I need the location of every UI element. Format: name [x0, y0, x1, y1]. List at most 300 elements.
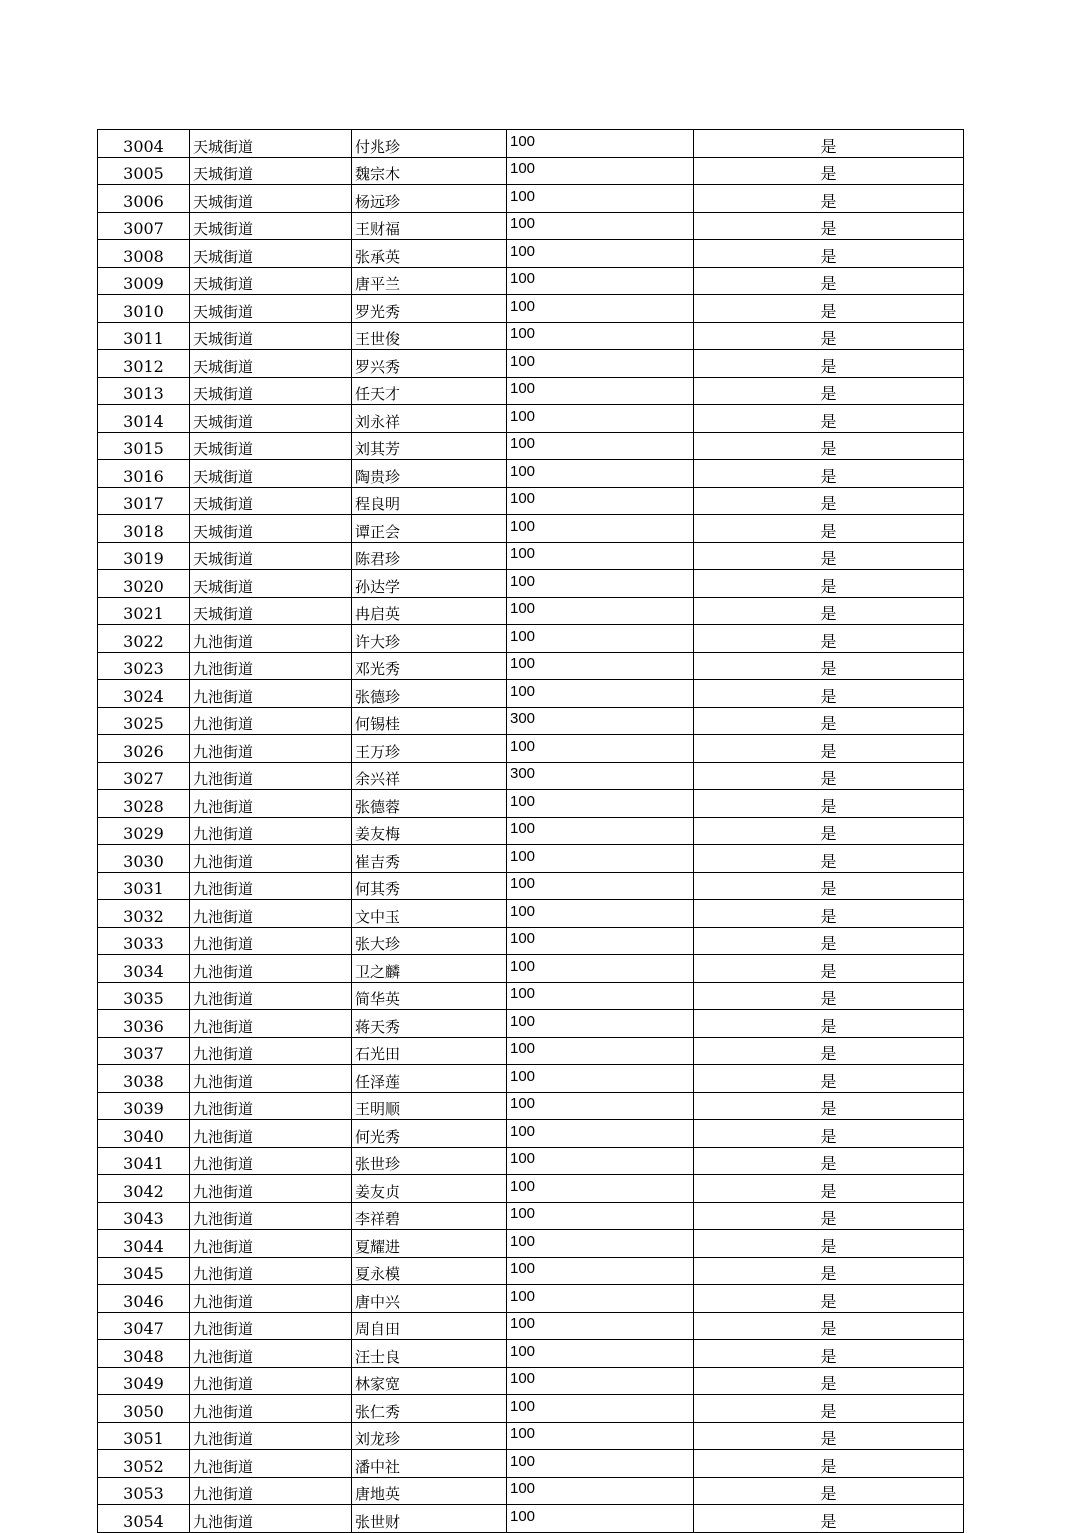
status-cell: 是: [694, 762, 964, 790]
table-row: [98, 1312, 964, 1340]
row-number-cell: 3038: [98, 1065, 190, 1093]
table-row: [98, 845, 964, 873]
table-row: [98, 570, 964, 598]
status-cell: 是: [694, 1065, 964, 1093]
status-cell: 是: [694, 377, 964, 405]
table-row: [98, 1010, 964, 1038]
amount-cell: 100: [507, 377, 694, 405]
name-cell: 谭正会: [352, 515, 507, 543]
row-number-cell: 3019: [98, 542, 190, 570]
amount-cell: 100: [507, 1477, 694, 1505]
street-cell: 九池街道: [190, 1092, 352, 1120]
amount-cell: 100: [507, 322, 694, 350]
row-number-cell: 3004: [98, 130, 190, 158]
street-cell: 九池街道: [190, 1367, 352, 1395]
street-cell: 天城街道: [190, 515, 352, 543]
amount-cell: 100: [507, 1175, 694, 1203]
amount-cell: 100: [507, 872, 694, 900]
amount-cell: 100: [507, 900, 694, 928]
status-cell: 是: [694, 1340, 964, 1368]
amount-cell: 100: [507, 1505, 694, 1533]
name-cell: 任天才: [352, 377, 507, 405]
row-number-cell: 3022: [98, 625, 190, 653]
amount-cell: 100: [507, 1257, 694, 1285]
street-cell: 九池街道: [190, 1450, 352, 1478]
amount-cell: 100: [507, 295, 694, 323]
status-cell: 是: [694, 267, 964, 295]
amount-cell: 100: [507, 542, 694, 570]
status-cell: 是: [694, 982, 964, 1010]
street-cell: 天城街道: [190, 487, 352, 515]
street-cell: 天城街道: [190, 432, 352, 460]
name-cell: 张仁秀: [352, 1395, 507, 1423]
row-number-cell: 3041: [98, 1147, 190, 1175]
row-number-cell: 3029: [98, 817, 190, 845]
name-cell: 何锡桂: [352, 707, 507, 735]
amount-cell: 100: [507, 790, 694, 818]
table-row: [98, 267, 964, 295]
amount-cell: 100: [507, 157, 694, 185]
street-cell: 九池街道: [190, 707, 352, 735]
amount-cell: 100: [507, 185, 694, 213]
row-number-cell: 3016: [98, 460, 190, 488]
table-row: [98, 1340, 964, 1368]
street-cell: 天城街道: [190, 240, 352, 268]
name-cell: 卫之麟: [352, 955, 507, 983]
status-cell: 是: [694, 570, 964, 598]
name-cell: 唐平兰: [352, 267, 507, 295]
row-number-cell: 3047: [98, 1312, 190, 1340]
table-row: [98, 1037, 964, 1065]
name-cell: 冉启英: [352, 597, 507, 625]
table-row: [98, 927, 964, 955]
amount-cell: 100: [507, 1422, 694, 1450]
name-cell: 许大珍: [352, 625, 507, 653]
row-number-cell: 3023: [98, 652, 190, 680]
table-row: [98, 597, 964, 625]
row-number-cell: 3011: [98, 322, 190, 350]
street-cell: 天城街道: [190, 295, 352, 323]
row-number-cell: 3053: [98, 1477, 190, 1505]
status-cell: 是: [694, 927, 964, 955]
table-row: [98, 1147, 964, 1175]
table-row: [98, 157, 964, 185]
status-cell: 是: [694, 900, 964, 928]
table-row: [98, 1230, 964, 1258]
row-number-cell: 3037: [98, 1037, 190, 1065]
street-cell: 九池街道: [190, 1312, 352, 1340]
table-row: [98, 1092, 964, 1120]
row-number-cell: 3051: [98, 1422, 190, 1450]
table-row: [98, 295, 964, 323]
table-row: [98, 1120, 964, 1148]
amount-cell: 100: [507, 1037, 694, 1065]
name-cell: 李祥碧: [352, 1202, 507, 1230]
street-cell: 九池街道: [190, 1422, 352, 1450]
street-cell: 九池街道: [190, 1010, 352, 1038]
name-cell: 夏永模: [352, 1257, 507, 1285]
name-cell: 周自田: [352, 1312, 507, 1340]
table-row: [98, 130, 964, 158]
name-cell: 何光秀: [352, 1120, 507, 1148]
amount-cell: 100: [507, 432, 694, 460]
table-row: [98, 982, 964, 1010]
amount-cell: 100: [507, 927, 694, 955]
street-cell: 九池街道: [190, 1175, 352, 1203]
row-number-cell: 3025: [98, 707, 190, 735]
name-cell: 姜友贞: [352, 1175, 507, 1203]
status-cell: 是: [694, 735, 964, 763]
status-cell: 是: [694, 1422, 964, 1450]
amount-cell: 100: [507, 267, 694, 295]
name-cell: 程良明: [352, 487, 507, 515]
row-number-cell: 3044: [98, 1230, 190, 1258]
status-cell: 是: [694, 460, 964, 488]
street-cell: 九池街道: [190, 927, 352, 955]
amount-cell: 100: [507, 460, 694, 488]
street-cell: 九池街道: [190, 1257, 352, 1285]
status-cell: 是: [694, 625, 964, 653]
amount-cell: 100: [507, 680, 694, 708]
status-cell: 是: [694, 157, 964, 185]
amount-cell: 100: [507, 1010, 694, 1038]
table-row: [98, 432, 964, 460]
name-cell: 王万珍: [352, 735, 507, 763]
amount-cell: 100: [507, 212, 694, 240]
amount-cell: 100: [507, 955, 694, 983]
name-cell: 张世珍: [352, 1147, 507, 1175]
row-number-cell: 3006: [98, 185, 190, 213]
row-number-cell: 3040: [98, 1120, 190, 1148]
row-number-cell: 3049: [98, 1367, 190, 1395]
amount-cell: 100: [507, 1120, 694, 1148]
status-cell: 是: [694, 1395, 964, 1423]
amount-cell: 100: [507, 487, 694, 515]
amount-cell: 100: [507, 735, 694, 763]
status-cell: 是: [694, 652, 964, 680]
amount-cell: 100: [507, 405, 694, 433]
row-number-cell: 3026: [98, 735, 190, 763]
amount-cell: 100: [507, 1312, 694, 1340]
status-cell: 是: [694, 1037, 964, 1065]
row-number-cell: 3048: [98, 1340, 190, 1368]
status-cell: 是: [694, 872, 964, 900]
row-number-cell: 3031: [98, 872, 190, 900]
street-cell: 天城街道: [190, 130, 352, 158]
street-cell: 九池街道: [190, 900, 352, 928]
status-cell: 是: [694, 817, 964, 845]
street-cell: 九池街道: [190, 982, 352, 1010]
row-number-cell: 3052: [98, 1450, 190, 1478]
table-row: [98, 955, 964, 983]
name-cell: 张承英: [352, 240, 507, 268]
street-cell: 九池街道: [190, 1285, 352, 1313]
street-cell: 九池街道: [190, 625, 352, 653]
table-row: [98, 405, 964, 433]
row-number-cell: 3033: [98, 927, 190, 955]
table-row: [98, 487, 964, 515]
status-cell: 是: [694, 1175, 964, 1203]
status-cell: 是: [694, 707, 964, 735]
street-cell: 天城街道: [190, 377, 352, 405]
name-cell: 崔吉秀: [352, 845, 507, 873]
table-row: [98, 1175, 964, 1203]
name-cell: 王世俊: [352, 322, 507, 350]
row-number-cell: 3014: [98, 405, 190, 433]
table-row: [98, 1257, 964, 1285]
row-number-cell: 3020: [98, 570, 190, 598]
name-cell: 罗兴秀: [352, 350, 507, 378]
name-cell: 潘中社: [352, 1450, 507, 1478]
status-cell: 是: [694, 1120, 964, 1148]
name-cell: 王明顺: [352, 1092, 507, 1120]
amount-cell: 100: [507, 817, 694, 845]
row-number-cell: 3024: [98, 680, 190, 708]
status-cell: 是: [694, 1477, 964, 1505]
table-row: [98, 762, 964, 790]
table-row: [98, 790, 964, 818]
status-cell: 是: [694, 1285, 964, 1313]
table-row: [98, 817, 964, 845]
row-number-cell: 3035: [98, 982, 190, 1010]
street-cell: 九池街道: [190, 955, 352, 983]
name-cell: 王财福: [352, 212, 507, 240]
amount-cell: 100: [507, 652, 694, 680]
name-cell: 罗光秀: [352, 295, 507, 323]
street-cell: 九池街道: [190, 1202, 352, 1230]
amount-cell: 100: [507, 1202, 694, 1230]
amount-cell: 100: [507, 570, 694, 598]
table-body: [98, 130, 964, 1533]
table-row: [98, 350, 964, 378]
street-cell: 九池街道: [190, 1120, 352, 1148]
row-number-cell: 3013: [98, 377, 190, 405]
row-number-cell: 3032: [98, 900, 190, 928]
name-cell: 刘龙珍: [352, 1422, 507, 1450]
street-cell: 天城街道: [190, 185, 352, 213]
status-cell: 是: [694, 790, 964, 818]
table-row: [98, 1065, 964, 1093]
name-cell: 汪士良: [352, 1340, 507, 1368]
amount-cell: 100: [507, 625, 694, 653]
name-cell: 陶贵珍: [352, 460, 507, 488]
street-cell: 九池街道: [190, 1230, 352, 1258]
status-cell: 是: [694, 845, 964, 873]
status-cell: 是: [694, 597, 964, 625]
name-cell: 蒋天秀: [352, 1010, 507, 1038]
table-row: [98, 1395, 964, 1423]
subsidy-table: [97, 129, 964, 1533]
status-cell: 是: [694, 1092, 964, 1120]
row-number-cell: 3042: [98, 1175, 190, 1203]
row-number-cell: 3018: [98, 515, 190, 543]
street-cell: 天城街道: [190, 460, 352, 488]
name-cell: 简华英: [352, 982, 507, 1010]
street-cell: 九池街道: [190, 1340, 352, 1368]
amount-cell: 100: [507, 240, 694, 268]
status-cell: 是: [694, 212, 964, 240]
row-number-cell: 3009: [98, 267, 190, 295]
table-row: [98, 240, 964, 268]
amount-cell: 100: [507, 1065, 694, 1093]
row-number-cell: 3046: [98, 1285, 190, 1313]
table-row: [98, 707, 964, 735]
table-row: [98, 322, 964, 350]
table-row: [98, 460, 964, 488]
street-cell: 九池街道: [190, 1395, 352, 1423]
name-cell: 刘永祥: [352, 405, 507, 433]
name-cell: 任泽莲: [352, 1065, 507, 1093]
status-cell: 是: [694, 295, 964, 323]
street-cell: 九池街道: [190, 1065, 352, 1093]
name-cell: 何其秀: [352, 872, 507, 900]
row-number-cell: 3036: [98, 1010, 190, 1038]
amount-cell: 100: [507, 597, 694, 625]
amount-cell: 100: [507, 1230, 694, 1258]
status-cell: 是: [694, 1367, 964, 1395]
row-number-cell: 3015: [98, 432, 190, 460]
street-cell: 九池街道: [190, 1147, 352, 1175]
row-number-cell: 3008: [98, 240, 190, 268]
status-cell: 是: [694, 542, 964, 570]
row-number-cell: 3010: [98, 295, 190, 323]
amount-cell: 100: [507, 1340, 694, 1368]
table-row: [98, 1367, 964, 1395]
row-number-cell: 3028: [98, 790, 190, 818]
street-cell: 九池街道: [190, 680, 352, 708]
table-row: [98, 900, 964, 928]
name-cell: 孙达学: [352, 570, 507, 598]
row-number-cell: 3007: [98, 212, 190, 240]
amount-cell: 100: [507, 1092, 694, 1120]
name-cell: 林家宽: [352, 1367, 507, 1395]
status-cell: 是: [694, 487, 964, 515]
row-number-cell: 3050: [98, 1395, 190, 1423]
amount-cell: 100: [507, 130, 694, 158]
status-cell: 是: [694, 322, 964, 350]
table-row: [98, 1202, 964, 1230]
name-cell: 张德蓉: [352, 790, 507, 818]
street-cell: 九池街道: [190, 845, 352, 873]
row-number-cell: 3027: [98, 762, 190, 790]
table-row: [98, 1422, 964, 1450]
row-number-cell: 3054: [98, 1505, 190, 1533]
street-cell: 天城街道: [190, 570, 352, 598]
row-number-cell: 3034: [98, 955, 190, 983]
name-cell: 姜友梅: [352, 817, 507, 845]
name-cell: 张大珍: [352, 927, 507, 955]
street-cell: 九池街道: [190, 872, 352, 900]
name-cell: 文中玉: [352, 900, 507, 928]
amount-cell: 100: [507, 845, 694, 873]
street-cell: 天城街道: [190, 542, 352, 570]
status-cell: 是: [694, 130, 964, 158]
table-row: [98, 212, 964, 240]
status-cell: 是: [694, 350, 964, 378]
street-cell: 九池街道: [190, 735, 352, 763]
table-row: [98, 1450, 964, 1478]
name-cell: 魏宗木: [352, 157, 507, 185]
status-cell: 是: [694, 1505, 964, 1533]
status-cell: 是: [694, 680, 964, 708]
street-cell: 天城街道: [190, 157, 352, 185]
name-cell: 夏耀进: [352, 1230, 507, 1258]
street-cell: 天城街道: [190, 350, 352, 378]
street-cell: 天城街道: [190, 212, 352, 240]
status-cell: 是: [694, 1147, 964, 1175]
status-cell: 是: [694, 1010, 964, 1038]
status-cell: 是: [694, 1202, 964, 1230]
table-row: [98, 185, 964, 213]
street-cell: 九池街道: [190, 1505, 352, 1533]
status-cell: 是: [694, 432, 964, 460]
row-number-cell: 3030: [98, 845, 190, 873]
table-row: [98, 625, 964, 653]
table-row: [98, 1285, 964, 1313]
name-cell: 余兴祥: [352, 762, 507, 790]
table-row: [98, 1505, 964, 1533]
row-number-cell: 3005: [98, 157, 190, 185]
amount-cell: 100: [507, 1367, 694, 1395]
name-cell: 石光田: [352, 1037, 507, 1065]
table-row: [98, 680, 964, 708]
status-cell: 是: [694, 515, 964, 543]
status-cell: 是: [694, 240, 964, 268]
amount-cell: 300: [507, 762, 694, 790]
amount-cell: 100: [507, 1285, 694, 1313]
row-number-cell: 3045: [98, 1257, 190, 1285]
amount-cell: 100: [507, 1395, 694, 1423]
amount-cell: 100: [507, 982, 694, 1010]
street-cell: 九池街道: [190, 762, 352, 790]
status-cell: 是: [694, 955, 964, 983]
street-cell: 九池街道: [190, 1037, 352, 1065]
status-cell: 是: [694, 405, 964, 433]
status-cell: 是: [694, 1450, 964, 1478]
name-cell: 张德珍: [352, 680, 507, 708]
street-cell: 九池街道: [190, 652, 352, 680]
street-cell: 九池街道: [190, 790, 352, 818]
table-row: [98, 652, 964, 680]
street-cell: 天城街道: [190, 597, 352, 625]
name-cell: 唐中兴: [352, 1285, 507, 1313]
table-row: [98, 377, 964, 405]
amount-cell: 100: [507, 350, 694, 378]
table-row: [98, 735, 964, 763]
row-number-cell: 3012: [98, 350, 190, 378]
table-row: [98, 542, 964, 570]
row-number-cell: 3021: [98, 597, 190, 625]
table-row: [98, 515, 964, 543]
status-cell: 是: [694, 1230, 964, 1258]
amount-cell: 100: [507, 1147, 694, 1175]
status-cell: 是: [694, 1312, 964, 1340]
amount-cell: 100: [507, 515, 694, 543]
name-cell: 陈君珍: [352, 542, 507, 570]
street-cell: 天城街道: [190, 405, 352, 433]
amount-cell: 100: [507, 1450, 694, 1478]
name-cell: 付兆珍: [352, 130, 507, 158]
street-cell: 天城街道: [190, 322, 352, 350]
amount-cell: 300: [507, 707, 694, 735]
table-row: [98, 1477, 964, 1505]
name-cell: 刘其芳: [352, 432, 507, 460]
name-cell: 邓光秀: [352, 652, 507, 680]
status-cell: 是: [694, 1257, 964, 1285]
street-cell: 九池街道: [190, 1477, 352, 1505]
street-cell: 九池街道: [190, 817, 352, 845]
name-cell: 杨远珍: [352, 185, 507, 213]
